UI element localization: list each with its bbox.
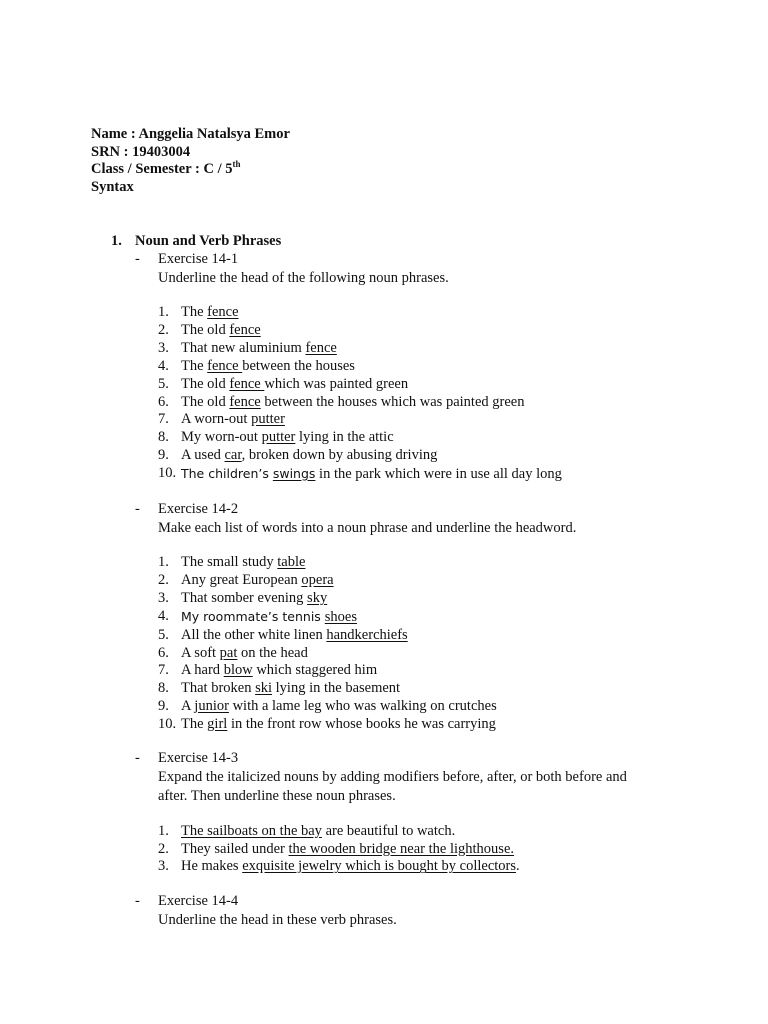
list-item bbox=[135, 841, 695, 859]
underlined-phrase: exquisite jewelry which is bought by collectors bbox=[242, 858, 517, 875]
exercise-instruction: Expand the italicized nouns by adding modifiers before, after, or both before and after. Then underline these noun phrases. bbox=[158, 768, 627, 805]
item-number: 1. bbox=[158, 304, 169, 321]
class-semester-superscript: th bbox=[232, 159, 241, 170]
list-item bbox=[135, 645, 695, 663]
exercise-item-list bbox=[135, 554, 695, 733]
item-text: Any great European bbox=[181, 572, 302, 589]
item-text: , broken down by abusing driving bbox=[241, 447, 438, 464]
item-number: 6. bbox=[158, 644, 169, 661]
item-text: That broken bbox=[181, 680, 256, 697]
item-text: They sailed under bbox=[181, 840, 289, 857]
underlined-head: ski bbox=[255, 680, 273, 697]
item-number: 9. bbox=[158, 698, 169, 715]
item-number: 3. bbox=[158, 339, 169, 356]
list-item bbox=[135, 590, 695, 608]
item-number: 2. bbox=[158, 322, 169, 339]
item-text: A bbox=[181, 698, 195, 715]
list-item bbox=[135, 465, 695, 484]
underlined-phrase: The sailboats on the bay bbox=[181, 822, 322, 839]
item-text: which staggered him bbox=[252, 662, 378, 679]
student-name: Name : Anggelia Natalsya Emor bbox=[91, 126, 290, 142]
list-item bbox=[135, 411, 695, 429]
item-text: in the front row whose books he was carrying bbox=[227, 715, 496, 732]
item-number: 4. bbox=[158, 607, 169, 624]
list-item bbox=[135, 447, 695, 465]
item-number: 8. bbox=[158, 429, 169, 446]
underlined-head: fence bbox=[229, 375, 265, 392]
exercise-heading bbox=[135, 893, 695, 930]
exercise-14-3 bbox=[135, 750, 695, 876]
student-info-header bbox=[91, 126, 290, 196]
item-text: The bbox=[181, 357, 208, 374]
list-item bbox=[135, 698, 695, 716]
exercise-title: Exercise 14-4 bbox=[158, 893, 239, 909]
exercise-14-2 bbox=[135, 501, 695, 734]
item-text: A soft bbox=[181, 644, 220, 661]
item-number: 2. bbox=[158, 572, 169, 589]
item-number: 8. bbox=[158, 680, 169, 697]
list-item bbox=[135, 680, 695, 698]
item-text: The old bbox=[181, 393, 230, 410]
item-number: 10. bbox=[158, 464, 177, 481]
underlined-head: swings bbox=[272, 465, 316, 481]
item-number: 3. bbox=[158, 589, 169, 606]
underlined-head: fence bbox=[229, 322, 261, 339]
exercise-14-4 bbox=[135, 893, 695, 930]
item-text: A worn-out bbox=[181, 411, 252, 428]
underlined-head: girl bbox=[207, 715, 228, 732]
underlined-head: putter bbox=[261, 429, 296, 446]
item-text: with a lame leg who was walking on crutches bbox=[228, 698, 497, 715]
list-item bbox=[135, 554, 695, 572]
item-text: which was painted green bbox=[264, 375, 409, 392]
item-text: in the park which were in use all day long bbox=[315, 465, 562, 482]
item-text: are beautiful to watch. bbox=[321, 822, 456, 839]
list-item bbox=[135, 376, 695, 394]
item-text: on the head bbox=[237, 644, 308, 661]
item-text: lying in the attic bbox=[295, 429, 394, 446]
item-text: . bbox=[516, 858, 520, 875]
item-text: The bbox=[181, 304, 208, 321]
list-item bbox=[135, 662, 695, 680]
exercise-dash: - bbox=[135, 501, 140, 517]
list-item bbox=[135, 858, 695, 876]
item-text: The small study bbox=[181, 554, 278, 571]
item-text: He makes bbox=[181, 858, 243, 875]
item-number: 2. bbox=[158, 840, 169, 857]
student-srn: SRN : 19403004 bbox=[91, 143, 191, 160]
list-item bbox=[135, 572, 695, 590]
item-number: 1. bbox=[158, 554, 169, 571]
item-number: 6. bbox=[158, 393, 169, 410]
underlined-head: pat bbox=[219, 644, 238, 661]
item-number: 5. bbox=[158, 626, 169, 643]
exercise-title: Exercise 14-3 bbox=[158, 750, 239, 766]
list-item bbox=[135, 608, 695, 627]
list-item bbox=[135, 823, 695, 841]
list-item bbox=[135, 340, 695, 358]
exercise-dash: - bbox=[135, 750, 140, 766]
item-text: The bbox=[181, 715, 208, 732]
exercise-dash: - bbox=[135, 893, 140, 909]
item-number: 7. bbox=[158, 662, 169, 679]
item-text: All the other white linen bbox=[181, 626, 327, 643]
item-text: My worn-out bbox=[181, 429, 262, 446]
item-number: 7. bbox=[158, 411, 169, 428]
item-text: between the houses which was painted green bbox=[260, 393, 525, 410]
underlined-head: junior bbox=[194, 698, 229, 715]
item-number: 10. bbox=[158, 715, 177, 732]
underlined-head: fence bbox=[207, 304, 239, 321]
underlined-head: car bbox=[224, 447, 242, 464]
item-text: The children’s bbox=[181, 465, 273, 481]
underlined-head: handkerchiefs bbox=[326, 626, 408, 643]
underlined-head: shoes bbox=[324, 608, 358, 625]
item-text: lying in the basement bbox=[272, 680, 401, 697]
underlined-head: fence bbox=[229, 393, 261, 410]
subject-title: Syntax bbox=[91, 178, 134, 195]
list-item bbox=[135, 716, 695, 734]
item-text: That somber evening bbox=[181, 589, 308, 606]
exercise-heading bbox=[135, 501, 695, 538]
underlined-head: blow bbox=[223, 662, 253, 679]
class-semester bbox=[91, 161, 290, 179]
exercise-instruction: Underline the head in these verb phrases. bbox=[158, 911, 397, 928]
item-number: 9. bbox=[158, 447, 169, 464]
underlined-phrase: the wooden bridge near the lighthouse. bbox=[288, 840, 515, 857]
underlined-head: putter bbox=[251, 411, 285, 428]
item-text: between the houses bbox=[242, 357, 355, 374]
exercise-heading bbox=[135, 251, 695, 288]
list-item bbox=[135, 322, 695, 340]
item-number: 1. bbox=[158, 822, 169, 839]
underlined-head: sky bbox=[307, 589, 328, 606]
exercise-item-list bbox=[135, 823, 695, 877]
item-text: My roommate’s tennis bbox=[181, 608, 325, 624]
item-number: 5. bbox=[158, 375, 169, 392]
exercise-instruction: Make each list of words into a noun phrase and underline the headword. bbox=[158, 519, 577, 536]
exercise-title: Exercise 14-1 bbox=[158, 251, 239, 267]
section-heading bbox=[111, 233, 281, 250]
item-text: That new aluminium bbox=[181, 339, 306, 356]
item-text: A hard bbox=[181, 662, 224, 679]
item-text: The old bbox=[181, 375, 230, 392]
underlined-head: fence bbox=[207, 357, 243, 374]
item-number: 3. bbox=[158, 858, 169, 875]
list-item bbox=[135, 627, 695, 645]
item-text: The old bbox=[181, 322, 230, 339]
underlined-head: table bbox=[277, 554, 306, 571]
list-item bbox=[135, 304, 695, 322]
exercise-title: Exercise 14-2 bbox=[158, 501, 239, 517]
item-text: A used bbox=[181, 447, 225, 464]
class-semester-text: Class / Semester : C / 5 bbox=[91, 161, 233, 178]
underlined-head: fence bbox=[305, 339, 337, 356]
section-title-text: Noun and Verb Phrases bbox=[135, 233, 282, 249]
exercise-item-list bbox=[135, 304, 695, 483]
list-item bbox=[135, 429, 695, 447]
item-number: 4. bbox=[158, 357, 169, 374]
list-item bbox=[135, 358, 695, 376]
list-item bbox=[135, 394, 695, 412]
underlined-head: opera bbox=[301, 572, 334, 589]
exercise-dash: - bbox=[135, 251, 140, 267]
exercise-14-1 bbox=[135, 251, 695, 484]
exercise-instruction: Underline the head of the following noun phrases. bbox=[158, 269, 449, 286]
section-number: 1. bbox=[111, 233, 122, 249]
exercise-heading bbox=[135, 750, 695, 807]
